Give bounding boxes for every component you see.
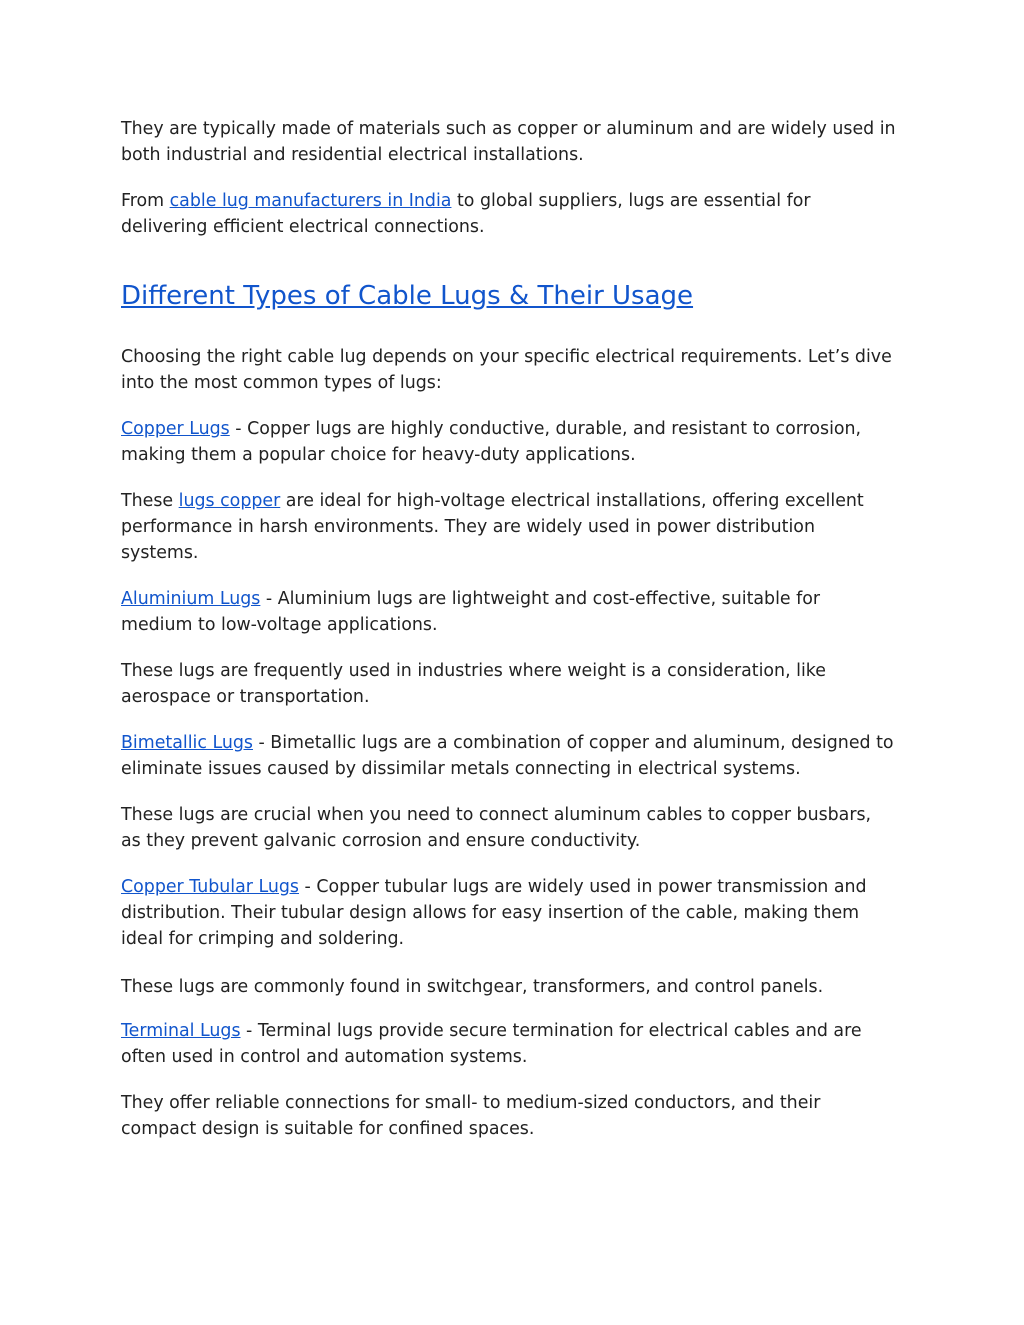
copper-lugs-description: - Copper lugs are highly conductive, durable, and resistant to corrosion, making them a popular choice for heavy-duty applications. [121,419,862,465]
intro-paragraph: They are typically made of materials such as copper or aluminum and are widely used in both industrial and residential electrical installations. [121,119,896,165]
copper-tubular-lugs-paragraph [121,874,896,952]
suppliers-text-before: From [121,191,170,211]
lead-paragraph: Choosing the right cable lug depends on your specific electrical requirements. Let’s dive into the most common types of lugs: [121,347,892,393]
bimetallic-lugs-paragraph [121,730,896,782]
suppliers-text-after: to global suppliers, lugs are essential for delivering efficient electrical connections. [121,191,811,237]
copper-lugs-link[interactable]: Copper Lugs [121,419,230,439]
aluminium-lugs-description: - Aluminium lugs are lightweight and cost-effective, suitable for medium to low-voltage applications. [121,589,821,635]
section-heading-cable-lug-types[interactable]: Different Types of Cable Lugs & Their Usage [121,281,694,311]
bimetallic-lugs-description: - Bimetallic lugs are a combination of copper and aluminum, designed to eliminate issues caused by dissimilar metals connecting in electrical systems. [121,733,894,779]
terminal-usage-paragraph: They offer reliable connections for small- to medium-sized conductors, and their compact design is suitable for confined spaces. [121,1093,821,1139]
lugs-copper-paragraph [121,488,896,566]
terminal-lugs-description: - Terminal lugs provide secure termination for electrical cables and are often used in control and automation systems. [121,1021,862,1067]
tubular-usage-paragraph: These lugs are commonly found in switchgear, transformers, and control panels. [121,977,824,997]
lugs-copper-text-after: are ideal for high-voltage electrical installations, offering excellent performance in harsh environments. They are widely used in power distribution systems. [121,491,864,563]
copper-tubular-lugs-link[interactable]: Copper Tubular Lugs [121,877,299,897]
lugs-copper-text-before: These [121,491,179,511]
bimetallic-usage-paragraph: These lugs are crucial when you need to connect aluminum cables to copper busbars, as they prevent galvanic corrosion and ensure conductivity. [121,805,872,851]
terminal-lugs-paragraph [121,1018,896,1070]
aluminium-usage-paragraph: These lugs are frequently used in industries where weight is a consideration, like aerospace or transportation. [121,661,826,707]
aluminium-lugs-paragraph [121,586,896,638]
terminal-lugs-link[interactable]: Terminal Lugs [121,1021,241,1041]
copper-lugs-paragraph [121,416,896,468]
document-body [121,116,896,1142]
aluminium-lugs-link[interactable]: Aluminium Lugs [121,589,261,609]
bimetallic-lugs-link[interactable]: Bimetallic Lugs [121,733,253,753]
copper-tubular-lugs-description: - Copper tubular lugs are widely used in power transmission and distribution. Their tubular design allows for easy insertion of the cable, making them ideal for crimping and soldering. [121,877,867,949]
suppliers-paragraph [121,188,896,240]
lugs-copper-link[interactable]: lugs copper [178,491,281,511]
cable-lug-manufacturers-link[interactable]: cable lug manufacturers in India [169,191,452,211]
